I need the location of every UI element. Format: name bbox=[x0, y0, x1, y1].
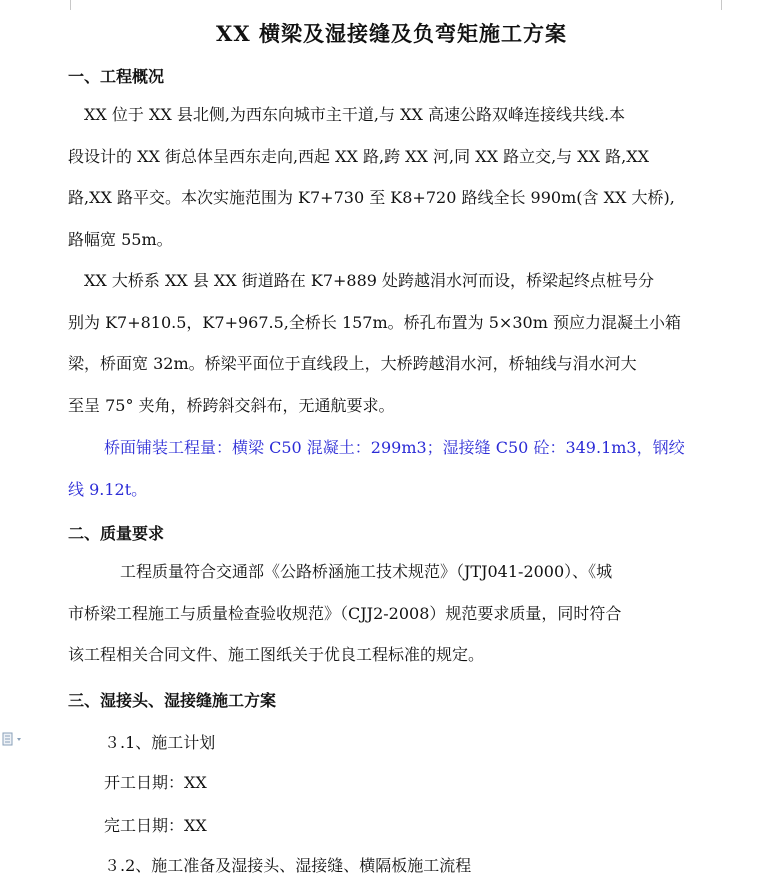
paragraph-overview-1 bbox=[68, 94, 718, 260]
start-date: 开工日期：XX bbox=[104, 773, 207, 792]
text-line: 该工程相关合同文件、施工图纸关于优良工程标准的规定。 bbox=[68, 645, 485, 664]
page-corner-marks bbox=[70, 0, 722, 10]
paragraph-overview-2 bbox=[68, 260, 718, 426]
text-line: 线 9.12t。 bbox=[68, 479, 148, 499]
section-heading-method: 三、湿接头、湿接缝施工方案 bbox=[68, 691, 277, 710]
end-date: 完工日期：XX bbox=[104, 816, 207, 835]
section-heading-overview: 一、工程概况 bbox=[68, 67, 165, 86]
text-line: 桥面铺装工程量：横梁 C50 混凝土：299m3；湿接缝 C50 砼：349.1m3，钢绞 bbox=[104, 438, 685, 457]
paragraph-options-icon[interactable] bbox=[2, 732, 24, 746]
text-line: 工程质量符合交通部《公路桥涵施工技术规范》（JTJ041-2000）、《城 bbox=[120, 562, 613, 581]
subheading-preparation: ３.2、施工准备及湿接头、湿接缝、横隔板施工流程 bbox=[104, 856, 472, 875]
text-line: 路,XX 路平交。本次实施范围为 K7+730 至 K8+720 路线全长 990m(含 XX 大桥), bbox=[68, 188, 675, 207]
subheading-schedule: ３.1、施工计划 bbox=[104, 733, 216, 752]
section-heading-quality: 二、质量要求 bbox=[68, 524, 165, 543]
text-line: XX 大桥系 XX 县 XX 街道路在 K7+889 处跨越涓水河而设，桥梁起终点桩号分 bbox=[68, 271, 655, 290]
document-title: XX 横梁及湿接缝及负弯矩施工方案 bbox=[216, 21, 567, 46]
text-line: 段设计的 XX 街总体呈西东走向,西起 XX 路,跨 XX 河,同 XX 路立交,与 XX 路,XX bbox=[68, 146, 649, 166]
text-line: 梁，桥面宽 32m。桥梁平面位于直线段上，大桥跨越涓水河，桥轴线与涓水河大 bbox=[68, 354, 637, 373]
text-line: 至呈 75° 夹角，桥跨斜交斜布，无通航要求。 bbox=[68, 395, 395, 415]
paragraph-quality bbox=[68, 551, 718, 676]
text-line: 市桥梁工程施工与质量检查验收规范》（CJJ2-2008）规范要求质量，同时符合 bbox=[68, 603, 622, 623]
text-line: 路幅宽 55m。 bbox=[68, 229, 173, 249]
text-line: XX 位于 XX 县北侧,为西东向城市主干道,与 XX 高速公路双峰连接线共线.本 bbox=[68, 105, 626, 124]
paragraph-quantities bbox=[68, 427, 718, 510]
text-line: 别为 K7+810.5，K7+967.5,全桥长 157m。桥孔布置为 5×30m 预应力混凝土小箱 bbox=[68, 312, 681, 332]
